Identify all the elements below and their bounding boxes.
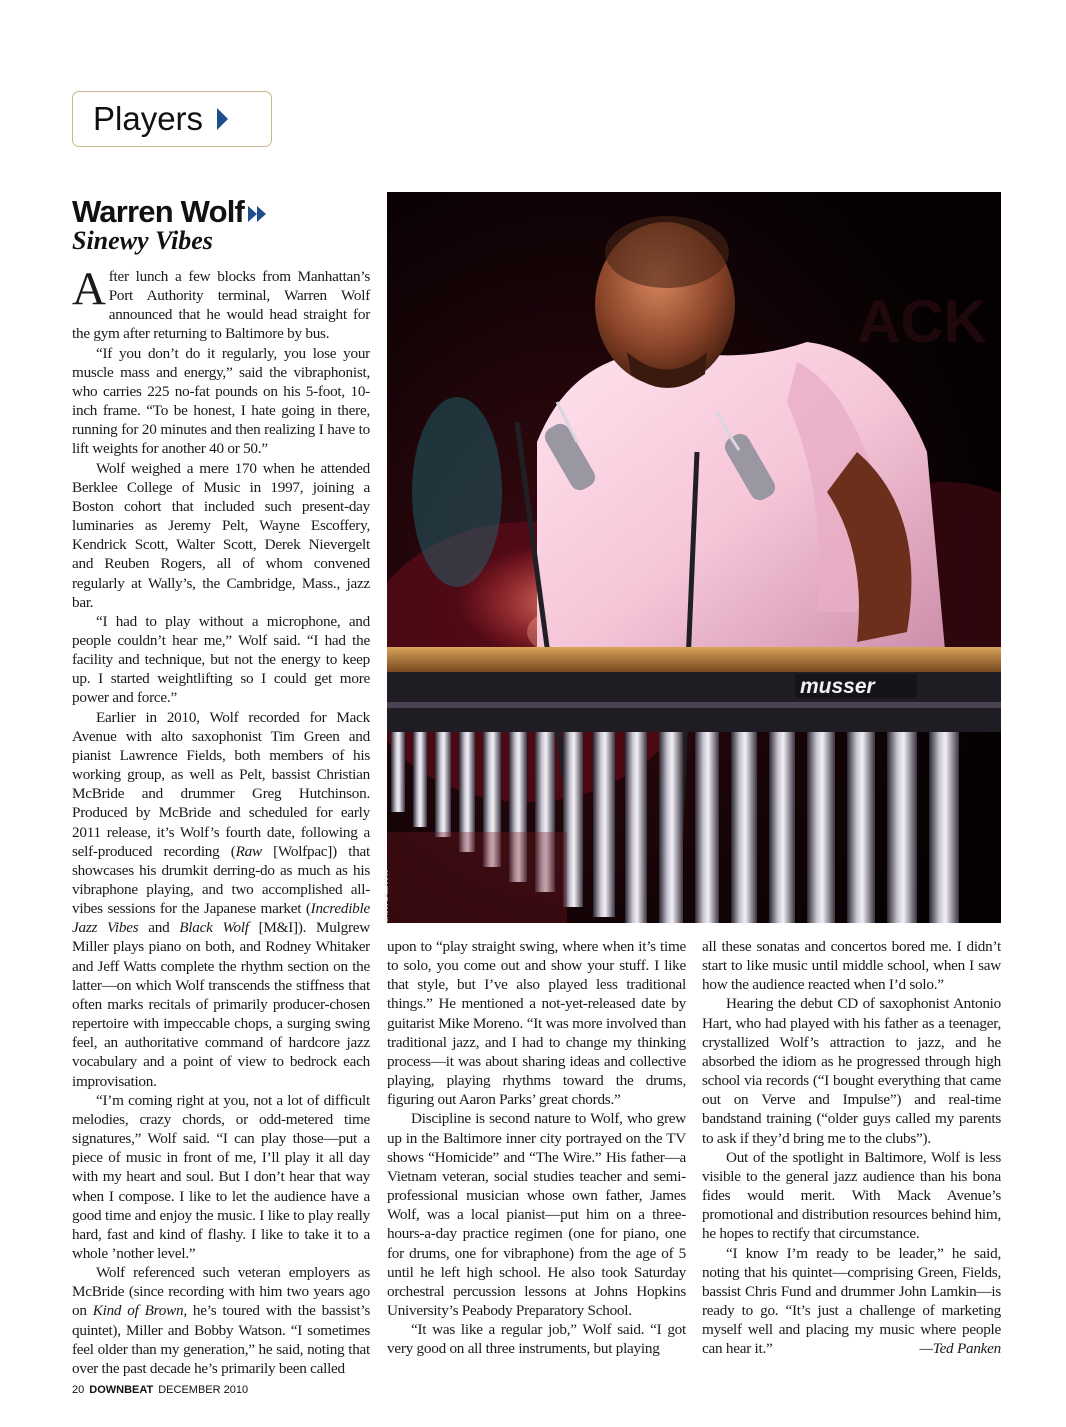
paragraph: Discipline is second nature to Wolf, who grew up in the Baltimore inner city portrayed on the TV shows “Homicide” and “The Wire.” His father—a Vietnam veteran, social studies teacher and semi-professional musician whose own father, James Wolf, was a local pianist—put him on a three-hours-a-day practice regimen (one for piano, one for drums, one for vibraphone) from the age of 5 until he left high school. He also took Saturday orchestral percussion lessons at Johns Hopkins University’s Peabody Preparatory School. (387, 1110, 686, 1319)
paragraph: Wolf referenced such veteran employers as McBride (since recording with him two years ago on Kind of Brown, he’s toured with the bassist’s quintet), Miller and Bobby Watson. “I sometimes feel older than my generation,” he said, noting that over the past decade he’s primarily been called (72, 1264, 371, 1377)
svg-text:ACK: ACK (857, 288, 987, 355)
paragraph: “If you don’t do it regularly, you lose your muscle mass and energy,” said the vibraphonist, who carries 225 no-fat pounds on his 5-foot, 10-inch frame. “To be honest, I hate going in there, running for 20 minutes and then realizing I have to lift weights for another 40 or 50.” (72, 344, 370, 458)
section-tab (72, 91, 272, 147)
musser-logo: musser (800, 675, 875, 698)
issue-date: DECEMBER 2010 (158, 1384, 249, 1396)
author-signature: —Ted Panken (919, 1340, 1001, 1358)
paragraph: all these sonatas and concertos bored me. I didn’t start to like music until middle school, when I saw how the audience reacted when I’d solo.” (702, 938, 1001, 994)
paragraph: Hearing the debut CD of saxophonist Antonio Hart, who had played with his father as a teenager, crystallized Wolf’s attraction to jazz, and he absorbed the idiom as he progressed through high school via records (“I bought everything that came out on Verve and Impulse”) and real-time bandstand training (“older guys called my parents to ask if they’d bring me to the clubs”). (702, 995, 1001, 1147)
performer-photo (387, 192, 1001, 923)
paragraph: Out of the spotlight in Baltimore, Wolf is less visible to the general jazz audience than his bona fides would merit. With Mack Avenue’s promotional and distribution resources behind him, he hopes to rectify that circumstance. (702, 1148, 1001, 1243)
article-subhead: Sinewy Vibes (72, 226, 213, 255)
drop-cap: A (72, 263, 106, 315)
article-column-3 (702, 937, 1001, 1358)
headline-text: Warren Wolf (72, 194, 245, 229)
article-column-2 (387, 937, 686, 1358)
page-footer (72, 1384, 248, 1396)
article-column-1 (72, 263, 371, 1378)
section-label: Players (93, 100, 204, 137)
paragraph: After lunch a few blocks from Manhattan’s Port Authority terminal, Warren Wolf announced that he would head straight for the gym after returning to Baltimore by bus. (72, 263, 370, 343)
paragraph: upon to “play straight swing, where when it’s time to solo, you come out and show your stuff. I like that style, but I’ve also played less traditional things.” He mentioned a not-yet-released date by guitarist Mike Moreno. “It was more involved than traditional jazz, and I had to change my thinking process—it was about sharing ideas and collective playing, playing rhythms toward the drums, figuring out Aaron Parks’ great chords.” (387, 938, 686, 1109)
magazine-name: DOWNBEAT (89, 1384, 154, 1396)
paragraph: “It was like a regular job,” Wolf said. “I got very good on all three instruments, but playing (387, 1321, 686, 1358)
play-arrow-icon (217, 108, 228, 130)
paragraph: Earlier in 2010, Wolf recorded for Mack Avenue with alto saxophonist Tim Green and pianist Lawrence Fields, both members of his working group, as well as Pelt, bassist Christian McBride and drummer Greg Hutchinson. Produced by McBride and scheduled for early 2011 release, it’s Wolf’s fourth date, following a self-produced recording (Raw [Wolfpac]) that showcases his drumkit derring-do as much as his vibraphone playing, and two accomplished all-vibes sessions for the Japanese market (Incredible Jazz Vibes and Black Wolf [M&I]). Mulgrew Miller plays piano on both, and Rodney Whitaker and Jeff Watts complete the rhythm section on the latter—on which Wolf transcends the stiffness that often marks recitals of primarily producer-chosen repertoire with impeccable chops, a surging swing feel, an authoritative command of hardcore jazz vocabulary and a point of view to bedrock each improvisation. (72, 708, 370, 1090)
paragraph: “I had to play without a microphone, and people couldn’t hear me,” Wolf said. “I had the facility and technique, but not the energy to keep up. I started weightlifting so I could get more power and force.” (72, 612, 370, 707)
page-number: 20 (72, 1384, 85, 1396)
paragraph: “I’m coming right at you, not a lot of difficult melodies, crazy chords, or odd-metered time signatures,” Wolf said. “I can play those—put a piece of music in front of me, I’ll play it all day with my heart and soul. But I don’t hear that way when I compose. I like to let the audience have a good time and enjoy the music. I like to play really hard, fast and kind of flashy. I like to take it to a whole ’nother level.” (72, 1091, 370, 1262)
paragraph: “I know I’m ready to be leader,” he said, noting that his quintet—comprising Green, Fields, bassist Chris Fund and drummer John Lamkin—is ready to go. “It’s just a challenge of marketing myself well and placing my music where people can hear it.” —Ted Panken (702, 1244, 1001, 1358)
paragraph: Wolf weighed a mere 170 when he attended Berklee College of Music in 1997, joining a Boston cohort that included such present-day luminaries as Jeremy Pelt, Wayne Escoffery, Kendrick Scott, Walter Scott, Derek Nievergelt and Reuben Rogers, all of whom convened regularly at Wally’s, the Cambridge, Mass., jazz bar. (72, 459, 370, 611)
double-arrow-icon (248, 206, 266, 222)
photo-credit: BRIAN CALLAHAN (384, 870, 390, 922)
